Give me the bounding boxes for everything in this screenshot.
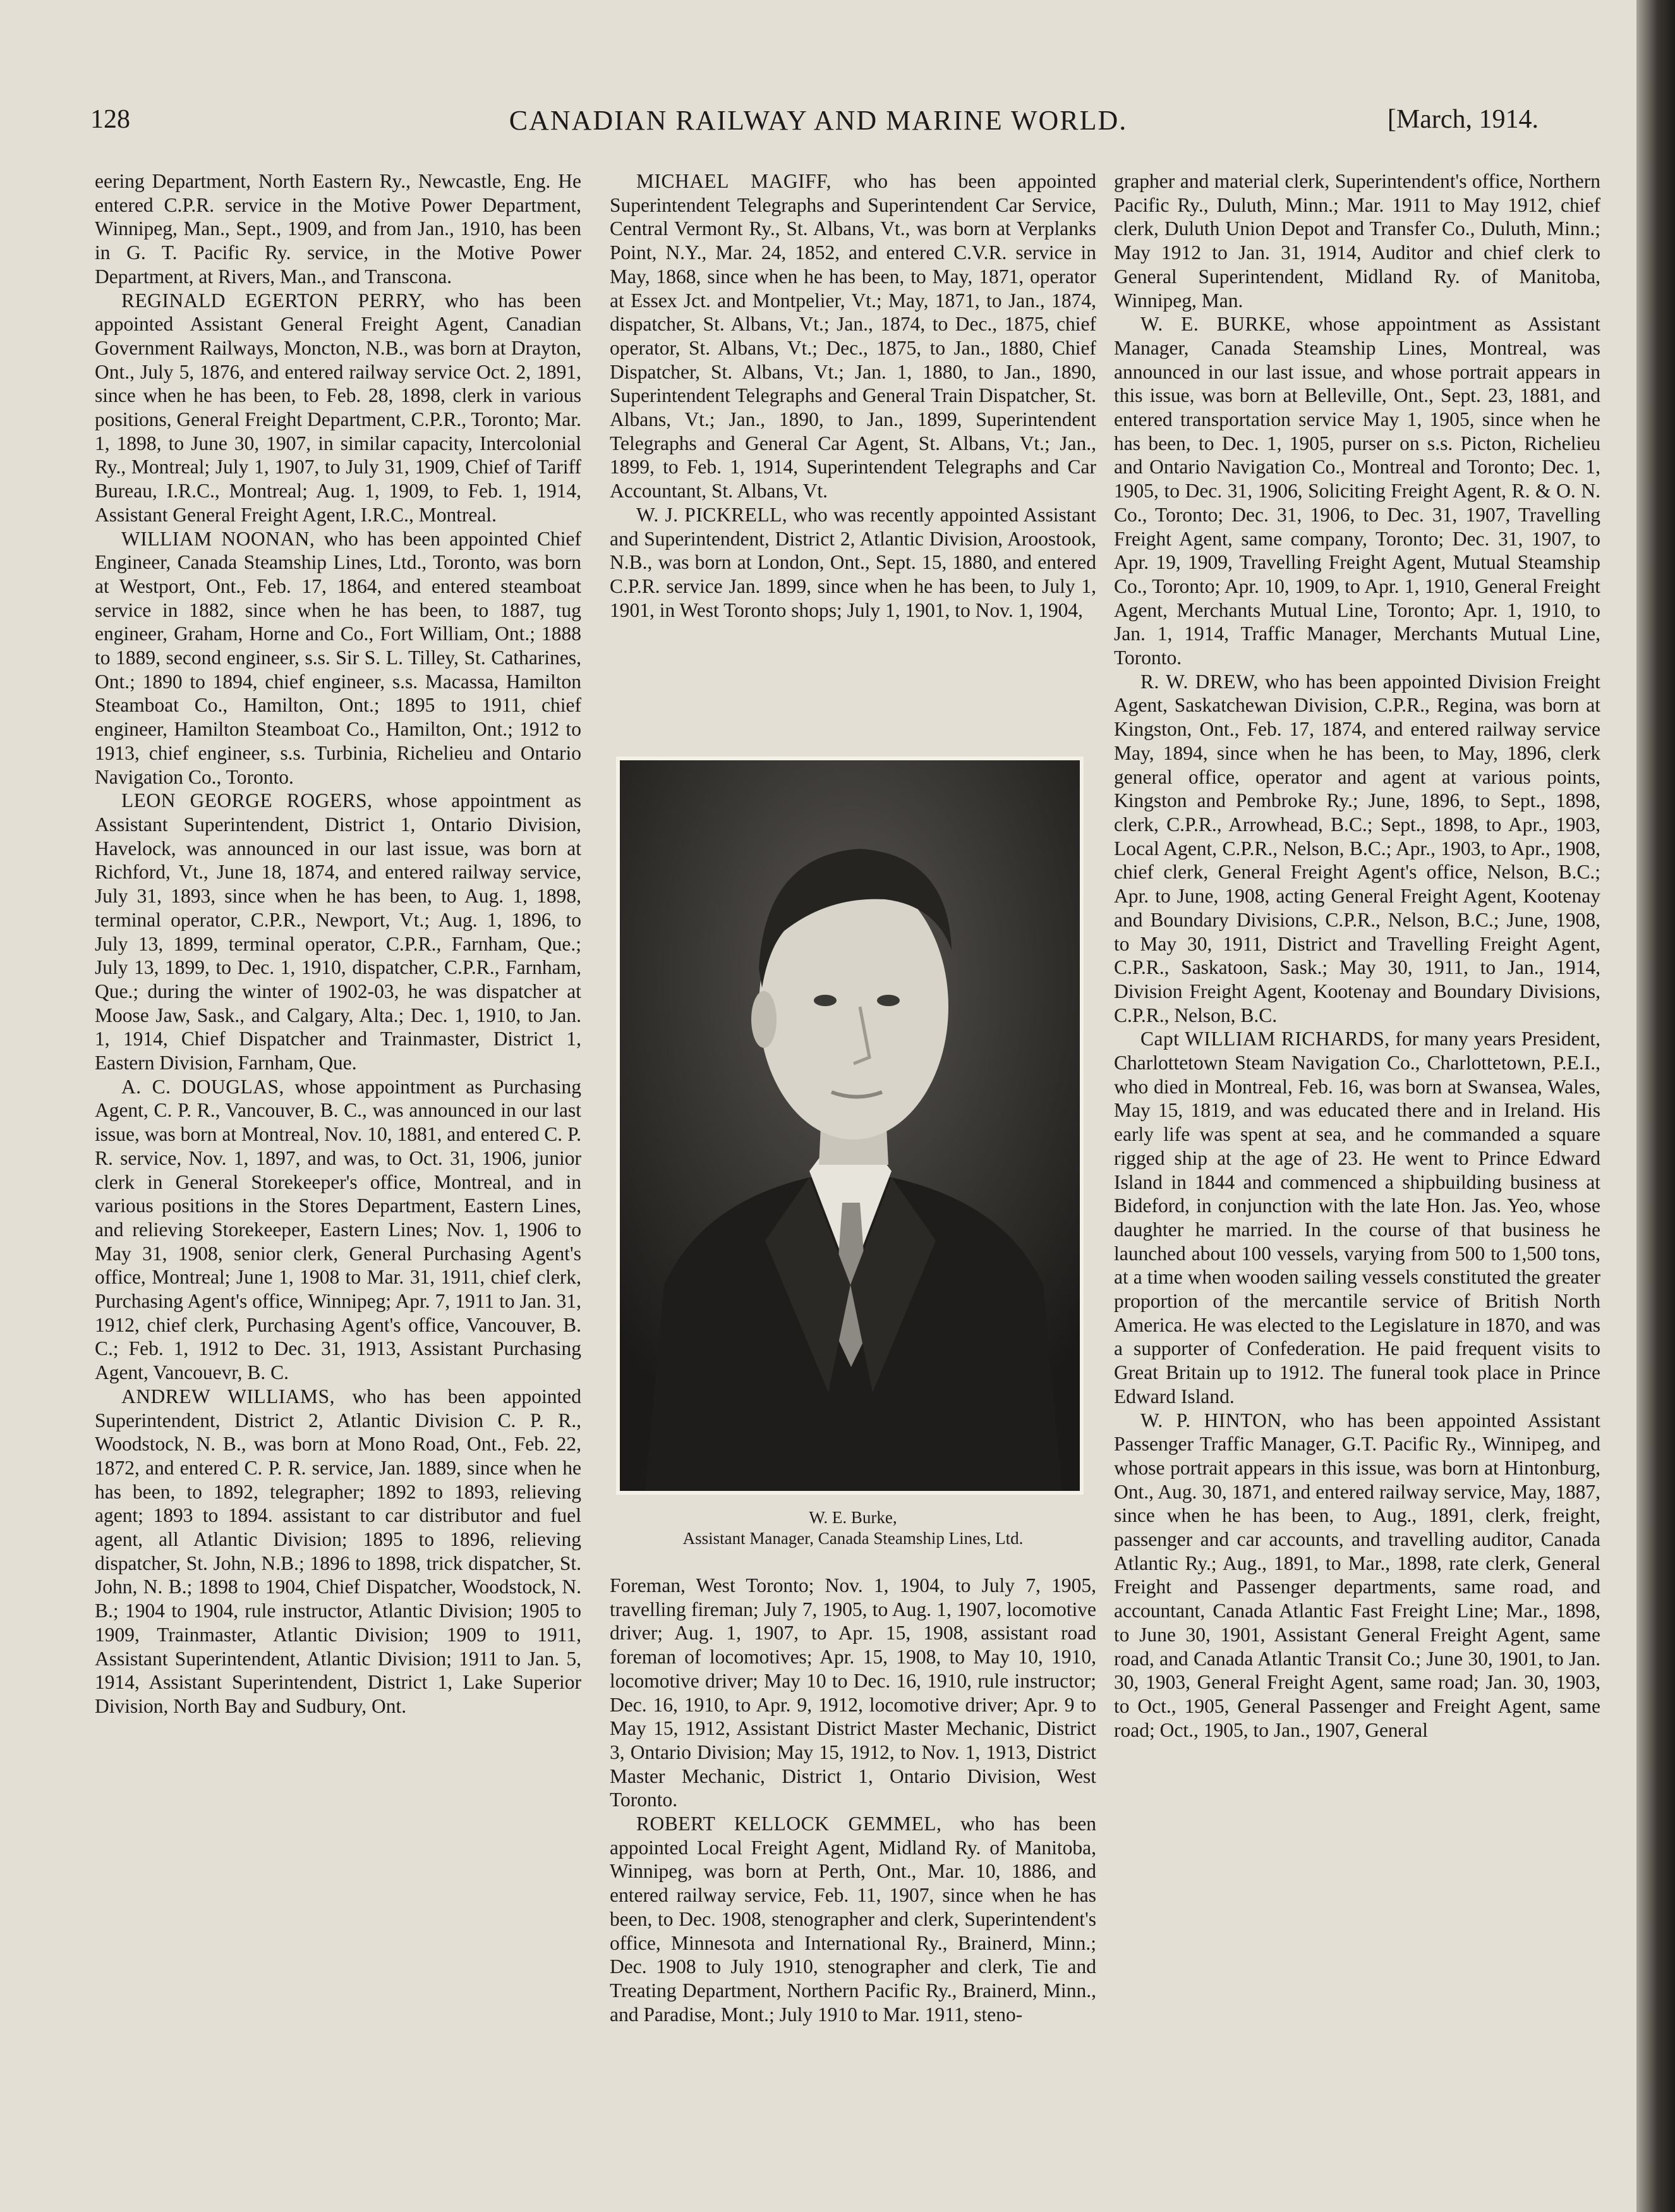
- caption-title: Assistant Manager, Canada Steamship Lines, Ltd.: [682, 1529, 1024, 1548]
- photo-caption: [610, 1507, 1096, 1549]
- person-name: A. C. DOUGLAS,: [121, 1075, 284, 1098]
- page-number: 128: [90, 105, 130, 134]
- paragraph: W. P. HINTON, who has been appointed Assistant Passenger Traffic Manager, G.T. Pacific Ry., Winnipeg, and whose portrait appears in this issue, was born at Hintonburg, Ont., Aug. 30, 1871, and entered railway service, May, 1887, since when he has been, to Aug., 1891, clerk, freight, passenger and car accounts, and travelling auditor, Canada Atlantic Ry.; Aug., 1891, to Mar., 1898, rate clerk, General Freight and Passenger departments, same road, and accountant, Canada Atlantic Fast Freight Line; Mar., 1898, to June 30, 1901, Assistant General Freight Agent, same road, and Canada Atlantic Transit Co.; June 30, 1901, to Jan. 30, 1903, General Freight Agent, same road; Jan. 30, 1903, to Oct., 1905, General Passenger and Freight Agent, same road; Oct., 1905, to Jan., 1907, General: [1114, 1409, 1600, 1741]
- person-name: ROBERT KELLOCK GEMMEL,: [636, 1813, 942, 1835]
- person-name: Capt WILLIAM RICHARDS,: [1140, 1028, 1390, 1050]
- caption-name: W. E. Burke,: [809, 1508, 897, 1527]
- person-name: W. E. BURKE,: [1140, 313, 1291, 336]
- paragraph: eering Department, North Eastern Ry., Newcastle, Eng. He entered C.P.R. service in the Motive Power Department, Winnipeg, Man., Sept., 1909, and from Jan., 1910, has been in G. T. Pacific Ry. service, in the Motive Power Department, at Rivers, Man., and Transcona.: [95, 170, 581, 288]
- running-header: [0, 104, 1636, 149]
- paragraph: ANDREW WILLIAMS, who has been appointed Superintendent, District 2, Atlantic Division C. P. R., Woodstock, N. B., was born at Mono Road, Ont., Feb. 22, 1872, and entered C. P. R. service, Jan. 1889, since when he has been, to 1892, telegrapher; 1892 to 1893, relieving agent; 1893 to 1894. assistant to car distributor and fuel agent, all Atlantic Division; 1895 to 1896, relieving dispatcher, St. John, N.B.; 1896 to 1898, trick dispatcher, St. John, N. B.; 1898 to 1904, Chief Dispatcher, Woodstock, N. B.; 1904 to 1904, rule instructor, Atlantic Division; 1905 to 1909, Trainmaster, Atlantic Division; 1909 to 1911, Assistant Superintendent, Atlantic Division; 1911 to Jan. 5, 1914, Assistant Superintendent, District 1, Lake Superior Division, North Bay and Sudbury, Ont.: [95, 1385, 581, 1717]
- paragraph: Foreman, West Toronto; Nov. 1, 1904, to July 7, 1905, travelling fireman; July 7, 1905, to Aug. 1, 1907, locomotive driver; Aug. 1, 1907, to Apr. 15, 1908, assistant road foreman of locomotives; Apr. 15, 1908, to May 10, 1910, locomotive driver; May 10 to Dec. 16, 1910, rule instructor; Dec. 16, 1910, to Apr. 9, 1912, locomotive driver; Apr. 9 to May 15, 1912, Assistant District Master Mechanic, District 3, Ontario Division; May 15, 1912, to Nov. 1, 1913, District Master Mechanic, District 1, Ontario Division, West Toronto.: [610, 1574, 1096, 1811]
- book-binding-edge: [1636, 0, 1675, 2212]
- paragraph: REGINALD EGERTON PERRY, who has been appointed Assistant General Freight Agent, Canadian Government Railways, Moncton, N.B., was born at Drayton, Ont., July 5, 1876, and entered railway service Oct. 2, 1891, since when he has been, to Feb. 28, 1898, clerk in various positions, General Freight Department, C.P.R., Toronto; Mar. 1, 1898, to June 30, 1907, in similar capacity, Intercolonial Ry., Montreal; July 1, 1907, to July 31, 1909, Chief of Tariff Bureau, I.R.C., Montreal; Aug. 1, 1909, to Feb. 1, 1914, Assistant General Freight Agent, I.R.C., Montreal.: [95, 289, 581, 526]
- paragraph: LEON GEORGE ROGERS, whose appointment as Assistant Superintendent, District 1, Ontario Division, Havelock, was announced in our last issue, was born at Richford, Vt., June 18, 1874, and entered railway service, July 31, 1893, since when he has been, to Aug. 1, 1898, terminal operator, C.P.R., Newport, Vt.; Aug. 1, 1896, to July 13, 1899, terminal operator, C.P.R., Farnham, Que.; July 13, 1899, to Dec. 1, 1910, dispatcher, C.P.R., Farnham, Que.; during the winter of 1902-03, he was dispatcher at Moose Jaw, Sask., and Calgary, Alta.; Dec. 1, 1910, to Jan. 1, 1914, Chief Dispatcher and Trainmaster, District 1, Eastern Division, Farnham, Que.: [95, 789, 581, 1074]
- paragraph: Capt WILLIAM RICHARDS, for many years President, Charlottetown Steam Navigation Co., Charlottetown, P.E.I., who died in Montreal, Feb. 16, was born at Swansea, Wales, May 15, 1819, and was educated there and in Ireland. His early life was spent at sea, and he commanded a square rigged ship at the age of 23. He went to Prince Edward Island in 1844 and commenced a shipbuilding business at Bideford, in conjunction with the late Hon. Jas. Yeo, whose daughter he married. In the course of that business he launched about 100 vessels, varying from 500 to 1,500 tons, at a time when wooden sailing vessels constituted the greater proportion of the mercantile service of British North America. He was elected to the Legislature in 1870, and was a supporter of Confederation. He paid frequent visits to Great Britain up to 1912. The funeral took place in Prince Edward Island.: [1114, 1028, 1600, 1407]
- portrait-figure-icon: [620, 760, 1080, 1491]
- paragraph: R. W. DREW, who has been appointed Division Freight Agent, Saskatchewan Division, C.P.R., Regina, was born at Kingston, Ont., Feb. 17, 1874, and entered railway service May, 1894, since when he has been, to May, 1896, clerk general office, operator and agent at various points, Kingston and Pembroke Ry.; June, 1896, to Sept., 1898, clerk, C.P.R., Arrowhead, B.C.; Sept., 1898, to Apr., 1903, Local Agent, C.P.R., Nelson, B.C.; Apr., 1903, to Apr., 1908, chief clerk, General Freight Agent's office, Nelson, B.C.; Apr. to June, 1908, acting General Freight Agent, Kootenay and Boundary Divisions, C.P.R., Nelson, B.C.; June, 1908, to May 30, 1911, District and Travelling Freight Agent, C.P.R., Saskatoon, Sask.; May 30, 1911, to Jan., 1914, Division Freight Agent, Kootenay and Boundary Divisions, C.P.R., Nelson, B.C.: [1114, 670, 1600, 1026]
- issue-date: [March, 1914.: [1387, 105, 1539, 134]
- column-3: [1114, 169, 1600, 1742]
- person-name: REGINALD EGERTON PERRY,: [121, 289, 426, 312]
- person-name: MICHAEL MAGIFF,: [636, 170, 831, 192]
- publication-title: CANADIAN RAILWAY AND MARINE WORLD.: [509, 105, 1128, 136]
- person-name: W. P. HINTON,: [1140, 1409, 1288, 1431]
- person-name: LEON GEORGE ROGERS,: [121, 789, 373, 812]
- paragraph: ROBERT KELLOCK GEMMEL, who has been appointed Local Freight Agent, Midland Ry. of Manitoba, Winnipeg, was born at Perth, Ont., Mar. 10, 1886, and entered railway service, Feb. 11, 1907, since when he has been, to Dec. 1908, stenographer and clerk, Superintendent's office, Minnesota and International Ry., Brainerd, Minn.; Dec. 1908 to July 1910, stenographer and clerk, Tie and Treating Department, Northern Pacific Ry., Brainerd, Minn., and Paradise, Mont.; July 1910 to Mar. 1911, steno-: [610, 1813, 1096, 2026]
- paragraph: W. J. PICKRELL, who was recently appointed Assistant and Superintendent, District 2, Atlantic Division, Aroostook, N.B., was born at London, Ont., Sept. 15, 1880, and entered C.P.R. service Jan. 1899, since when he has been, to July 1, 1901, in West Toronto shops; July 1, 1901, to Nov. 1, 1904,: [610, 503, 1096, 621]
- column-2-continued: [610, 1574, 1096, 2026]
- portrait-photo: [616, 757, 1084, 1495]
- paragraph: grapher and material clerk, Superintendent's office, Northern Pacific Ry., Duluth, Minn.; Mar. 1911 to May 1912, chief clerk, Duluth Union Depot and Transfer Co., Duluth, Minn.; May 1912 to Jan. 31, 1914, Auditor and chief clerk to General Superintendent, Midland Ry. of Manitoba, Winnipeg, Man.: [1114, 170, 1600, 312]
- column-2: [610, 169, 1096, 622]
- person-name: W. J. PICKRELL,: [636, 503, 788, 526]
- paragraph: WILLIAM NOONAN, who has been appointed Chief Engineer, Canada Steamship Lines, Ltd., Toronto, was born at Westport, Ont., Feb. 17, 1864, and entered steamboat service in 1882, since when he has been, to 1887, tug engineer, Graham, Horne and Co., Fort William, Ont.; 1888 to 1889, second engineer, s.s. Sir S. L. Tilley, St. Catharines, Ont.; 1890 to 1894, chief engineer, s.s. Macassa, Hamilton Steamboat Co., Hamilton, Ont.; 1895 to 1911, chief engineer, Hamilton Steamboat Co., Hamilton, Ont.; 1912 to 1913, chief engineer, s.s. Turbinia, Richelieu and Ontario Navigation Co., Toronto.: [95, 527, 581, 788]
- person-name: R. W. DREW,: [1140, 670, 1259, 693]
- column-1: [95, 169, 581, 1718]
- paragraph: A. C. DOUGLAS, whose appointment as Purchasing Agent, C. P. R., Vancouver, B. C., was announced in our last issue, was born at Montreal, Nov. 10, 1881, and entered C. P. R. service, Nov. 1, 1897, and was, to Oct. 31, 1906, junior clerk in General Storekeeper's office, Montreal, and in various positions in the Stores Department, Eastern Lines, and relieving Storekeeper, Eastern Lines; Nov. 1, 1906 to May 31, 1908, senior clerk, General Purchasing Agent's office, Montreal; June 1, 1908 to Mar. 31, 1911, chief clerk, Purchasing Agent's office, Winnipeg; Apr. 7, 1911 to Jan. 31, 1912, chief clerk, Purchasing Agent's office, Vancouver, B. C.; Feb. 1, 1912 to Dec. 31, 1913, Assistant Purchasing Agent, Vancouevr, B. C.: [95, 1075, 581, 1384]
- person-name: ANDREW WILLIAMS,: [121, 1385, 335, 1407]
- paragraph: MICHAEL MAGIFF, who has been appointed Superintendent Telegraphs and Superintendent Car Service, Central Vermont Ry., St. Albans, Vt., was born at Verplanks Point, N.Y., Mar. 24, 1852, and entered C.V.R. service in May, 1868, since when he has been, to May, 1871, operator at Essex Jct. and Montpelier, Vt.; May, 1871, to Jan., 1874, dispatcher, St. Albans, Vt.; Jan., 1874, to Dec., 1875, chief operator, St. Albans, Vt.; Dec., 1875, to Jan., 1880, Chief Dispatcher, St. Albans, Vt.; Jan. 1, 1880, to Jan., 1890, Superintendent Telegraphs and General Train Dispatcher, St. Albans, Vt.; Jan., 1890, to Jan., 1899, Superintendent Telegraphs and General Car Agent, St. Albans, Vt.; Jan., 1899, to Feb. 1, 1914, Superintendent Telegraphs and Car Accountant, St. Albans, Vt.: [610, 170, 1096, 502]
- paragraph: W. E. BURKE, whose appointment as Assistant Manager, Canada Steamship Lines, Montreal, was announced in our last issue, and whose portrait appears in this issue, was born at Belleville, Ont., Sept. 23, 1881, and entered transportation service May 1, 1905, since when he has been, to Dec. 1, 1905, purser on s.s. Picton, Richelieu and Ontario Navigation Co., Montreal and Toronto; Dec. 1, 1905, to Dec. 31, 1906, Soliciting Freight Agent, R. & O. N. Co., Toronto; Dec. 31, 1906, to Dec. 31, 1907, Travelling Freight Agent, same company, Toronto; Dec. 31, 1907, to Apr. 19, 1909, Travelling Freight Agent, Mutual Steamship Co., Toronto; Apr. 10, 1909, to Apr. 1, 1910, General Freight Agent, Merchants Mutual Line, Toronto; Apr. 1, 1910, to Jan. 1, 1914, Traffic Manager, Merchants Mutual Line, Toronto.: [1114, 313, 1600, 669]
- person-name: WILLIAM NOONAN,: [121, 527, 315, 550]
